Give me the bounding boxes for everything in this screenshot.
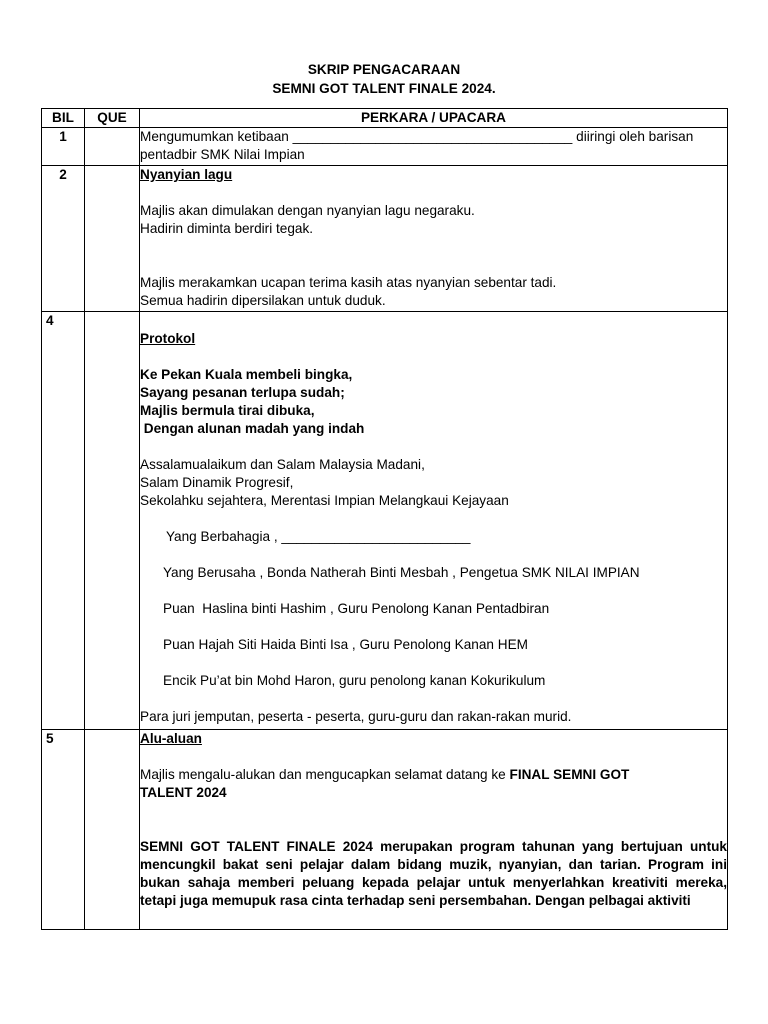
- script-line: Semua hadirin dipersilakan untuk duduk.: [140, 293, 386, 308]
- script-table: [41, 108, 728, 930]
- column-header-bil: BIL: [42, 109, 85, 128]
- section-heading: Nyanyian lagu: [140, 167, 233, 182]
- pantun-line: Dengan alunan madah yang indah: [140, 421, 365, 436]
- column-header-perkara: PERKARA / UPACARA: [140, 109, 728, 128]
- row-number: 1: [42, 128, 85, 166]
- section-heading: Protokol: [140, 331, 196, 346]
- pantun-line: Majlis bermula tirai dibuka,: [140, 403, 315, 418]
- script-line: Majlis merakamkan ucapan terima kasih atas nyanyian sebentar tadi.: [140, 275, 557, 290]
- table-row: [42, 166, 728, 312]
- protocol-line: Puan Hajah Siti Haida Binti Isa , Guru Penolong Kanan HEM: [163, 637, 528, 652]
- pantun-line: Ke Pekan Kuala membeli bingka,: [140, 367, 353, 382]
- pantun-line: Sayang pesanan terlupa sudah;: [140, 385, 345, 400]
- announcement-line: Mengumumkan ketibaan _____________________________________ diiringi oleh barisan: [140, 129, 694, 144]
- protocol-closing-line: Para juri jemputan, peserta - peserta, guru-guru dan rakan-rakan murid.: [140, 709, 572, 724]
- table-header-row: [42, 109, 728, 128]
- document-title-line-1: SKRIP PENGACARAAN: [307, 62, 461, 77]
- event-name: TALENT 2024: [140, 785, 227, 800]
- welcome-text: Majlis mengalu-alukan dan mengucapkan selamat datang ke: [140, 767, 510, 782]
- row-que: [85, 730, 140, 930]
- row-content: [140, 312, 728, 730]
- row-content: [140, 128, 728, 166]
- protocol-line: Yang Berusaha , Bonda Natherah Binti Mesbah , Pengetua SMK NILAI IMPIAN: [163, 565, 640, 580]
- event-description: SEMNI GOT TALENT FINALE 2024 merupakan program tahunan yang bertujuan untuk mencungkil bakat seni pelajar dalam bidang muzik, nyanyian, dan tarian. Program ini bukan sahaja memberi peluang kepada pelajar untuk menyerlahkan kreativiti mereka, tetapi juga memupuk rasa cinta terhadap seni persembahan. Dengan pelbagai aktiviti: [140, 839, 727, 908]
- table-row: [42, 312, 728, 730]
- row-number: 2: [42, 166, 85, 312]
- row-content: [140, 166, 728, 312]
- greeting-line: Sekolahku sejahtera, Merentasi Impian Melangkaui Kejayaan: [140, 493, 509, 508]
- section-heading: Alu-aluan: [140, 731, 202, 746]
- protocol-line: Yang Berbahagia , _________________________: [166, 529, 471, 544]
- row-que: [85, 312, 140, 730]
- row-que: [85, 128, 140, 166]
- document-title-line-2: SEMNI GOT TALENT FINALE 2024.: [272, 81, 496, 96]
- protocol-line: Encik Pu’at bin Mohd Haron, guru penolong kanan Kokurikulum: [163, 673, 546, 688]
- event-name: FINAL SEMNI GOT: [509, 767, 630, 782]
- row-number: 4: [42, 312, 85, 730]
- greeting-line: Assalamualaikum dan Salam Malaysia Madani,: [140, 457, 425, 472]
- column-header-que: QUE: [85, 109, 140, 128]
- greeting-line: Salam Dinamik Progresif,: [140, 475, 294, 490]
- table-row: [42, 730, 728, 930]
- announcement-line: pentadbir SMK Nilai Impian: [140, 147, 305, 162]
- row-number: 5: [42, 730, 85, 930]
- row-content: [140, 730, 728, 930]
- script-line: Hadirin diminta berdiri tegak.: [140, 221, 314, 236]
- script-line: Majlis akan dimulakan dengan nyanyian lagu negaraku.: [140, 203, 475, 218]
- row-que: [85, 166, 140, 312]
- protocol-line: Puan Haslina binti Hashim , Guru Penolong Kanan Pentadbiran: [163, 601, 550, 616]
- table-row: [42, 128, 728, 166]
- welcome-line: [140, 766, 727, 784]
